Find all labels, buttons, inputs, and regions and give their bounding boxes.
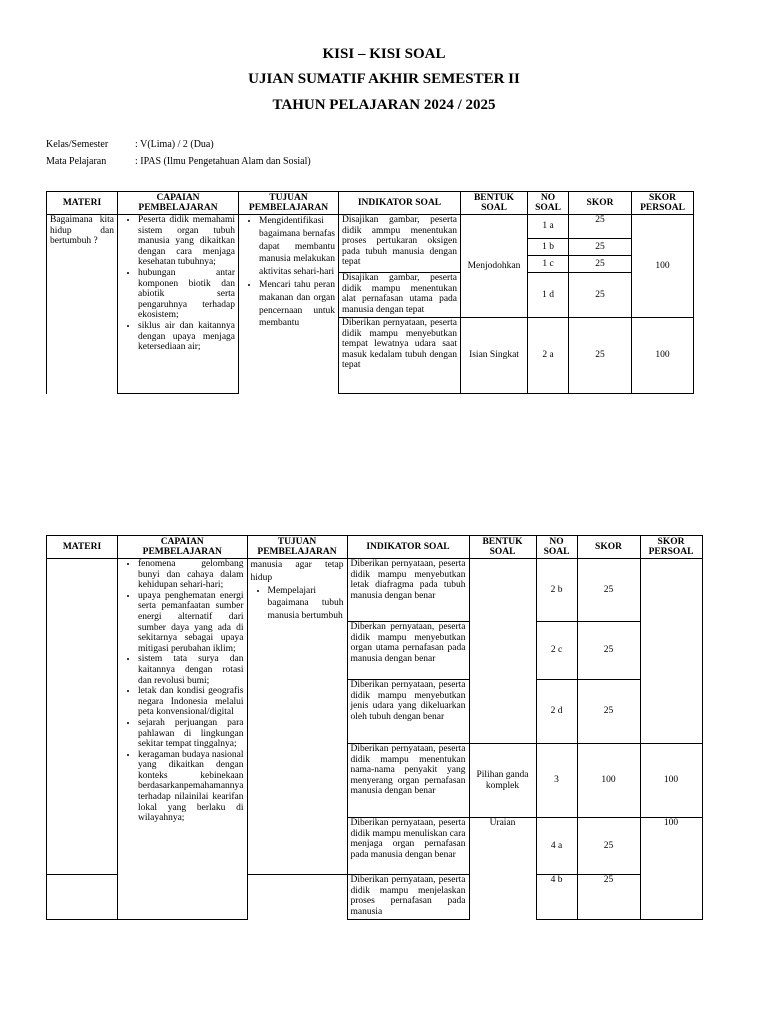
col-no-soal: NO SOAL — [528, 192, 569, 215]
mapel-label: Mata Pelajaran — [46, 156, 107, 167]
bentuk-cell — [469, 559, 536, 744]
indikator-cell: Diberikan pernyataan, peserta didik mampu menentukan nama-nama penyakit yang menyerang organ pernafasan manusia dengan benar — [347, 744, 469, 818]
skor-cell: 25 — [569, 215, 632, 239]
skor-persoal-cell: 100 — [640, 744, 702, 818]
col-no-soal: NO SOAL — [536, 536, 577, 559]
capaian-cell — [118, 215, 239, 394]
col-materi: MATERI — [47, 536, 118, 559]
no-soal-cell: 2 b — [536, 559, 577, 622]
mapel-value: : IPAS (Ilmu Pengetahuan Alam dan Sosial) — [135, 156, 311, 167]
no-soal-cell: 4 a — [536, 818, 577, 875]
document-year: TAHUN PELAJARAN 2024 / 2025 — [272, 97, 496, 113]
indikator-cell: Diberikan pernyataan, peserta didik mampu menyebutkan letak diafragma pada tubuh manusia dengan benar — [347, 559, 469, 622]
capaian-item: • upaya penghematan energi serta pemanfaatan sumber energi alternatif dari sumber daya yang ada di sekitarnya sebagai upaya mitigasi perubahan iklim; — [138, 591, 244, 655]
col-bentuk: BENTUK SOAL — [469, 536, 536, 559]
kisi-table-1 — [46, 191, 694, 394]
skor-cell: 25 — [577, 818, 640, 875]
materi-cell — [47, 875, 118, 920]
kelas-value: : V(Lima) / 2 (Dua) — [135, 139, 214, 150]
document-title: KISI – KISI SOAL — [322, 46, 446, 62]
tujuan-item: • Mempelajari bagaimana tubuh manusia bertumbuh — [268, 585, 344, 623]
indikator-cell: Diberikan pernyataan, peserta didik mampu menyebutkan tempat lewatnya udara saat masuk kedalam tubuh dengan tepat — [339, 318, 461, 394]
bentuk-cell: Menjodohkan — [461, 215, 528, 318]
col-indikator: INDIKATOR SOAL — [347, 536, 469, 559]
no-soal-cell: 2 d — [536, 680, 577, 744]
skor-cell: 25 — [569, 318, 632, 394]
no-soal-cell: 1 a — [528, 215, 569, 239]
skor-cell: 25 — [577, 559, 640, 622]
col-skor-persoal: SKOR PERSOAL — [632, 192, 694, 215]
col-indikator: INDIKATOR SOAL — [339, 192, 461, 215]
indikator-cell: Diberikan pernyataan, peserta didik mampu menjelaskan proses pernafasan pada manusia — [347, 875, 469, 920]
skor-cell: 25 — [577, 680, 640, 744]
indikator-cell: Diberikan pernyataan, peserta didik mampu menuliskan cara menjaga organ pernafasan pada manusia dengan benar — [347, 818, 469, 875]
tujuan-continued: manusia agar tetap hidup — [250, 560, 344, 583]
col-tujuan: TUJUAN PEMBELAJARAN — [247, 536, 347, 559]
table-row — [47, 215, 694, 239]
capaian-item: • siklus air dan kaitannya dengan upaya menjaga ketersediaan air; — [138, 321, 235, 353]
tujuan-item: • Mencari tahu peran makanan dan organ pencernaan untuk membantu — [259, 279, 335, 330]
materi-cell — [47, 559, 118, 875]
skor-cell: 25 — [569, 256, 632, 273]
tujuan-item: • Mengidentifikasi bagaimana bernafas dapat membantu manusia melakukan aktivitas sehari-hari — [259, 215, 335, 279]
col-skor: SKOR — [577, 536, 640, 559]
table-header-row — [47, 536, 703, 559]
skor-persoal-cell — [640, 559, 702, 744]
tujuan-cell — [239, 215, 339, 394]
col-capaian: CAPAIAN PEMBELAJARAN — [118, 192, 239, 215]
capaian-cell — [118, 559, 248, 920]
capaian-item: • hubungan antar komponen biotik dan abiotik serta pengaruhnya terhadap ekosistem; — [138, 268, 235, 321]
tujuan-cell — [247, 875, 347, 920]
skor-cell: 25 — [569, 239, 632, 256]
no-soal-cell: 4 b — [536, 875, 577, 920]
document-subtitle: UJIAN SUMATIF AKHIR SEMESTER II — [248, 71, 520, 87]
indikator-cell: Diberkan pernyataan, peserta didik mampu menyebutkan organ utama pernafasan pada manusia dengan benar — [347, 622, 469, 680]
indikator-cell: Diberikan pernyataan, peserta didik mampu menyebutkan jenis udara yang dikeluarkan oleh tubuh dengan benar — [347, 680, 469, 744]
col-materi: MATERI — [47, 192, 118, 215]
indikator-cell: Disajikan gambar, peserta didik ammpu menentukan proses pertukaran oksigen pada tubuh manusia dengan tepat — [339, 215, 461, 273]
skor-cell: 25 — [577, 875, 640, 920]
col-bentuk: BENTUK SOAL — [461, 192, 528, 215]
capaian-item: • fenomena gelombang bunyi dan cahaya dalam kehidupan sehari-hari; — [138, 559, 244, 591]
bentuk-cell: Isian Singkat — [461, 318, 528, 394]
skor-persoal-cell: 100 — [632, 318, 694, 394]
skor-persoal-cell: 100 — [632, 215, 694, 318]
kisi-table-2 — [46, 535, 703, 920]
skor-cell: 100 — [577, 744, 640, 818]
col-skor-persoal: SKOR PERSOAL — [640, 536, 702, 559]
no-soal-cell: 2 a — [528, 318, 569, 394]
no-soal-cell: 1 d — [528, 273, 569, 318]
table-row — [47, 559, 703, 622]
capaian-item: • keragaman budaya nasional yang dikaitkan dengan konteks kebinekaan berdasarkanpemahamannya terhadap nilainilai kearifan lokal yang berlaku di wilayahnya; — [138, 750, 244, 824]
capaian-item: • sejarah perjuangan para pahlawan di lingkungan sekitar tempat tinggalnya; — [138, 718, 244, 750]
skor-cell: 25 — [577, 622, 640, 680]
no-soal-cell: 3 — [536, 744, 577, 818]
indikator-cell: Disajikan gambar, peserta didik mampu menentukan alat pernafasan utama pada manusia dengan tepat — [339, 273, 461, 318]
capaian-item: • Peserta didik memahami sistem organ tubuh manusia yang dikaitkan dengan cara menjaga kesehatan tubuhnya; — [138, 215, 235, 268]
skor-cell: 25 — [569, 273, 632, 318]
kelas-label: Kelas/Semester — [46, 139, 109, 150]
bentuk-cell: Uraian — [469, 818, 536, 920]
col-tujuan: TUJUAN PEMBELAJARAN — [239, 192, 339, 215]
capaian-item: • letak dan kondisi geografis negara Indonesia melalui peta konvensional/digital — [138, 686, 244, 718]
table-header-row — [47, 192, 694, 215]
capaian-item: • sistem tata surya dan kaitannya dengan rotasi dan revolusi bumi; — [138, 654, 244, 686]
no-soal-cell: 1 c — [528, 256, 569, 273]
no-soal-cell: 1 b — [528, 239, 569, 256]
col-skor: SKOR — [569, 192, 632, 215]
skor-persoal-cell: 100 — [640, 818, 702, 920]
col-capaian: CAPAIAN PEMBELAJARAN — [118, 536, 248, 559]
tujuan-cell — [247, 559, 347, 875]
bentuk-cell: Pilihan ganda komplek — [469, 744, 536, 818]
materi-cell: Bagaimana kita hidup dan bertumbuh ? — [47, 215, 118, 394]
no-soal-cell: 2 c — [536, 622, 577, 680]
